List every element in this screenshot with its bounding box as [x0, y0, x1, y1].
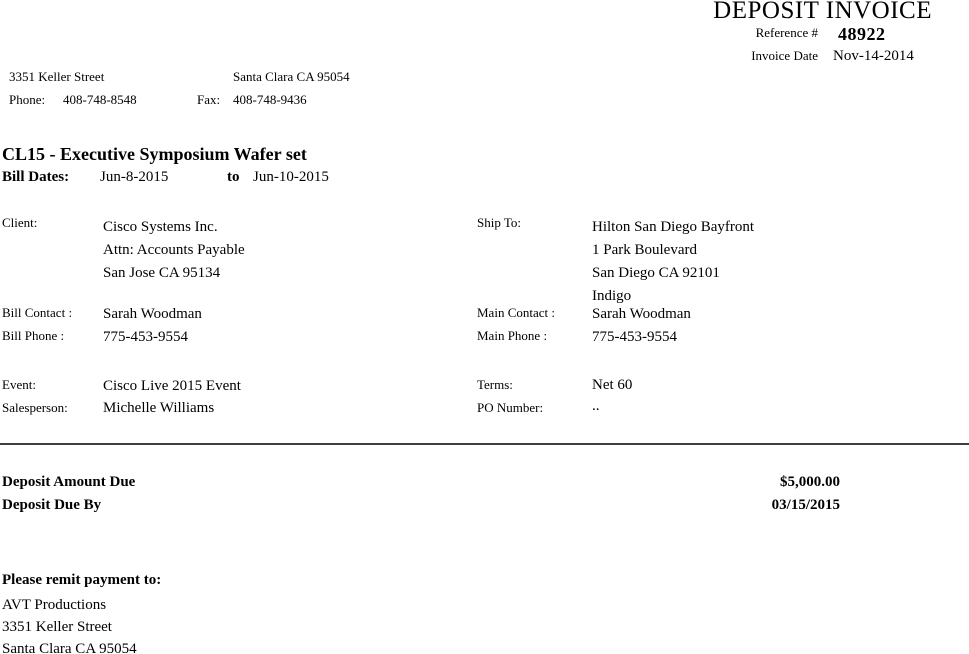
- bill-contact-label: Bill Contact :: [2, 305, 73, 320]
- ship-to-label: Ship To:: [477, 215, 522, 230]
- event-label: Event:: [2, 377, 36, 392]
- bill-phone-value: 775-453-9554: [103, 329, 188, 345]
- ship-to-street: 1 Park Boulevard: [592, 242, 697, 258]
- deposit-amount-label: Deposit Amount Due: [2, 474, 136, 490]
- company-phone-value: 408-748-8548: [63, 92, 137, 107]
- remit-address: [2, 594, 137, 654]
- deposit-due-by-value: 03/15/2015: [771, 497, 840, 513]
- event-value: Cisco Live 2015 Event: [103, 378, 241, 394]
- section-divider: [0, 443, 969, 445]
- terms-label: Terms:: [477, 377, 513, 392]
- ship-to-name: Hilton San Diego Bayfront: [592, 219, 755, 235]
- company-street: 3351 Keller Street: [9, 69, 105, 84]
- reference-label: Reference #: [755, 25, 818, 40]
- reference-value: 48922: [838, 24, 886, 44]
- client-name: Cisco Systems Inc.: [103, 219, 218, 235]
- po-number-label: PO Number:: [477, 400, 544, 415]
- company-fax-label: Fax:: [197, 92, 221, 107]
- po-number-value: ..: [592, 398, 600, 414]
- company-city: Santa Clara CA 95054: [233, 69, 350, 84]
- bill-dates-to-label: to: [227, 169, 240, 185]
- event-title: CL15 - Executive Symposium Wafer set: [2, 144, 307, 164]
- company-fax-value: 408-748-9436: [233, 92, 307, 107]
- terms-value: Net 60: [592, 377, 633, 393]
- client-label: Client:: [2, 215, 38, 230]
- main-phone-label: Main Phone :: [477, 328, 548, 343]
- ship-to-room: Indigo: [592, 288, 632, 304]
- bill-phone-label: Bill Phone :: [2, 328, 65, 343]
- main-contact-label: Main Contact :: [477, 305, 555, 320]
- main-contact-value: Sarah Woodman: [592, 306, 691, 322]
- ship-to-address: [592, 216, 754, 308]
- bill-contact-value: Sarah Woodman: [103, 306, 202, 322]
- bill-start-date: Jun-8-2015: [100, 169, 169, 185]
- invoice-title: DEPOSIT INVOICE: [713, 0, 932, 24]
- salesperson-label: Salesperson:: [2, 400, 68, 415]
- ship-to-city: San Diego CA 92101: [592, 265, 720, 281]
- remit-company: AVT Productions: [2, 597, 107, 613]
- remit-city: Santa Clara CA 95054: [2, 641, 137, 654]
- client-address: [103, 216, 245, 285]
- client-attn: Attn: Accounts Payable: [103, 242, 245, 258]
- salesperson-value: Michelle Williams: [103, 400, 215, 416]
- invoice-date-label: Invoice Date: [751, 48, 818, 63]
- main-phone-value: 775-453-9554: [592, 329, 677, 345]
- invoice-date-value: Nov-14-2014: [833, 48, 914, 64]
- bill-dates-label: Bill Dates:: [2, 169, 70, 185]
- company-phone-label: Phone:: [9, 92, 46, 107]
- remit-heading: Please remit payment to:: [2, 572, 162, 588]
- remit-street: 3351 Keller Street: [2, 619, 112, 635]
- client-city: San Jose CA 95134: [103, 265, 221, 281]
- deposit-due-by-label: Deposit Due By: [2, 497, 102, 513]
- bill-end-date: Jun-10-2015: [253, 169, 329, 185]
- deposit-amount-value: $5,000.00: [780, 474, 840, 490]
